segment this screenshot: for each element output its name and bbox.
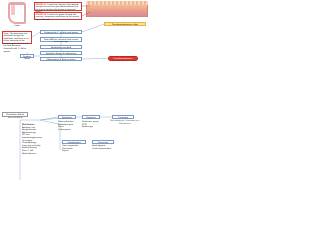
risk-item: Advanced age: [22, 131, 36, 134]
treatment-sub: Metronidazole, Vancomycin or Fidaxomicin: [110, 120, 140, 125]
diagnosis-item: PCR: [82, 123, 87, 126]
risk-item: GI surgery: [22, 139, 33, 142]
treatment-node: Treatment: [112, 115, 134, 119]
produce-toxins-box: Produce Toxins: [20, 54, 34, 58]
stage1-text: Lumen has bacteria that migrate through the mucosa (pseudomembranes) of the lumen and into the lamina of mucosal: [35, 3, 79, 11]
diagnosis-node: Diagnosis: [82, 115, 100, 119]
prevention-item: Hand hygiene: [92, 145, 106, 147]
root-label: Clostridium difficile: [5, 113, 25, 116]
risk-item: Hospitalization: [22, 129, 37, 132]
complication-item: Toxic megacolon: [62, 145, 79, 147]
complication-item: Perforation: [62, 147, 73, 150]
symptom-item: Fever: [58, 126, 64, 129]
symptoms-list: [58, 121, 80, 135]
risk-item: Antibiotic use: [22, 126, 36, 129]
risk-item: Chemotherapy: [22, 142, 37, 145]
stage2-text: Lumen has grown through the mucosa, submucosa and down to the muscle layer of bowel.: [35, 13, 80, 21]
diagnosis-item: Stool toxin assay: [82, 121, 99, 123]
stage1-prefix: STAGE #1:: [35, 3, 47, 6]
complications-node: Complications: [62, 140, 86, 144]
risk-item: Long stay in facility: [22, 144, 41, 147]
risk-item: PPI use: [22, 134, 30, 137]
prevention-list: [92, 145, 118, 151]
flow-box-5: Inflammation & fluid secretion: [40, 57, 82, 61]
step-prefix: Step:: [3, 32, 9, 35]
pseudomembranes-pill: Pseudomembranes: [108, 56, 138, 61]
complication-item: Sepsis: [62, 150, 69, 153]
symptom-item: Leukocytosis: [58, 128, 71, 131]
prevention-item: Contact precautions: [92, 147, 112, 150]
diagnosis-list: [82, 121, 104, 131]
flow-box-4: Spread to lamina & submucosa: [40, 51, 82, 55]
flow-box-3: Neutrophils recruited: [40, 45, 82, 49]
prevention-node: Prevention: [92, 140, 114, 144]
risk-item: Enteral feeding: [22, 147, 37, 150]
top-label: Colon: [14, 25, 20, 27]
risk-factors-list: [22, 124, 56, 176]
symptoms-node: Symptoms: [58, 115, 76, 119]
step-text: The bacterium has attached through the epithelium and there is no active immunity or the bacteria gets cleared and the host becomes colonized with C. diff or spores.: [3, 32, 29, 53]
risk-item: Prior C. diff: [22, 149, 33, 152]
risk-item: Immunosuppression: [22, 136, 42, 139]
risk-item: Renal disease: [22, 152, 36, 155]
root-sub: toxin-mediated: [7, 117, 23, 119]
colitis-badge: Pseudomembranous colitis: [104, 22, 146, 26]
diagnosis-item: Endoscopy: [82, 126, 93, 129]
flow-box-2: Toxins A/B are released and causes tissue damage: [40, 37, 82, 42]
symptom-item: Abdominal pain: [58, 123, 74, 126]
risk-item: Risk factors: [22, 124, 35, 126]
stage2-prefix: STAGE #2:: [35, 13, 47, 16]
flow-box-1: Colonized by C. difficile and spores: [40, 30, 82, 34]
symptom-item: Watery diarrhea: [58, 121, 74, 123]
complications-list: [62, 145, 88, 154]
